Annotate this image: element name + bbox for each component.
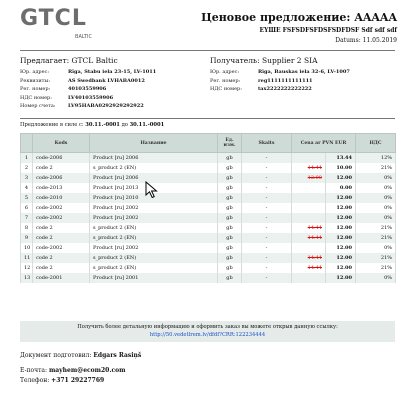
phone-label: Телефон: <box>20 377 50 384</box>
old-price-cell <box>292 253 326 263</box>
buyer-details <box>210 69 350 95</box>
row-index: 7 <box>21 213 33 223</box>
product-name: s_product 2 (EN) <box>90 163 218 173</box>
seller-detail-row <box>20 95 156 104</box>
product-qty: - <box>242 243 292 253</box>
contact-phone <box>20 377 104 384</box>
old-price: 14.44 <box>307 165 322 171</box>
offer-validity-label: Предложение в силе с: <box>20 122 84 128</box>
product-vat: 0% <box>356 213 396 223</box>
seller-heading <box>20 56 205 65</box>
product-unit: gb <box>218 273 242 283</box>
table-row <box>21 273 396 283</box>
product-code: code-2002 <box>33 203 90 213</box>
product-unit: gb <box>218 163 242 173</box>
row-index: 2 <box>21 163 33 173</box>
phone-value: +371 29227769 <box>51 377 105 384</box>
product-price: 12.00 <box>326 233 356 243</box>
product-qty: - <box>242 153 292 164</box>
seller-detail-value: LV40103559906 <box>68 94 114 101</box>
product-name: Product [ru] 2010 <box>90 193 218 203</box>
seller-detail-label: Номер счета: <box>20 103 56 109</box>
product-name: s_product 2 (EN) <box>90 223 218 233</box>
old-price-cell <box>292 213 326 223</box>
product-unit: gb <box>218 193 242 203</box>
old-price-cell <box>292 263 326 273</box>
col-header-name: Название <box>90 134 218 153</box>
col-header-price: Cena ar PVN EUR <box>292 134 356 153</box>
product-qty: - <box>242 273 292 283</box>
products-table <box>20 133 396 283</box>
product-unit: gb <box>218 243 242 253</box>
product-vat: 12% <box>356 153 396 164</box>
seller-detail-row <box>20 86 156 95</box>
old-price-cell <box>292 223 326 233</box>
seller-detail-row <box>20 78 156 87</box>
product-code: code 2 <box>33 263 90 273</box>
product-vat: 0% <box>356 193 396 203</box>
product-price: 12.00 <box>326 263 356 273</box>
table-row <box>21 173 396 183</box>
product-name: Product [ru] 2006 <box>90 153 218 164</box>
row-index: 1 <box>21 153 33 164</box>
date-value: 11.05.2019 <box>362 37 397 44</box>
seller-detail-label: Рег. номер: <box>20 86 51 92</box>
col-header-index <box>21 134 33 153</box>
buyer-heading-label: Получатель: <box>210 56 260 65</box>
row-index: 6 <box>21 203 33 213</box>
product-vat: 0% <box>356 203 396 213</box>
seller-heading-label: Предлагает: <box>20 56 70 65</box>
seller-detail-label: НДС номер: <box>20 94 52 101</box>
buyer-block <box>210 56 395 95</box>
mouse-cursor-icon <box>145 181 159 199</box>
product-code: code 2 <box>33 233 90 243</box>
logo-text: GTCL <box>20 6 87 31</box>
buyer-heading <box>210 56 395 65</box>
product-price: 0.00 <box>326 183 356 193</box>
product-price: 12.00 <box>326 253 356 263</box>
product-price: 12.00 <box>326 243 356 253</box>
product-unit: gb <box>218 223 242 233</box>
offer-valid-from: 30.11.-0001 <box>85 122 120 128</box>
row-index: 8 <box>21 223 33 233</box>
table-row <box>21 253 396 263</box>
product-unit: gb <box>218 233 242 243</box>
product-price: 12.00 <box>326 273 356 283</box>
company-logo <box>20 8 90 50</box>
row-index: 4 <box>21 183 33 193</box>
product-name: Product [ru] 2002 <box>90 243 218 253</box>
product-vat: 21% <box>356 253 396 263</box>
product-unit: gb <box>218 213 242 223</box>
seller-details <box>20 69 156 112</box>
seller-detail-value: AS Swedbank LVHABA0012 <box>68 77 145 84</box>
product-price: 13.44 <box>326 153 356 164</box>
product-qty: - <box>242 263 292 273</box>
document-date <box>335 37 397 44</box>
product-vat: 0% <box>356 273 396 283</box>
buyer-detail-label: Рег. номер: <box>210 77 241 84</box>
seller-block <box>20 56 205 112</box>
product-unit: gb <box>218 263 242 273</box>
product-vat: 21% <box>356 233 396 243</box>
table-row <box>21 213 396 223</box>
buyer-detail-row <box>210 78 350 87</box>
col-header-unit: Ед. изм. <box>218 134 242 153</box>
row-index: 11 <box>21 253 33 263</box>
product-code: code-2010 <box>33 193 90 203</box>
col-header-qty: Skaits <box>242 134 292 153</box>
product-name: s_product 2 (EN) <box>90 253 218 263</box>
seller-detail-row <box>20 103 156 112</box>
prepared-by-name: Edgars Rasiņš <box>93 352 142 359</box>
email-value[interactable]: mayhem@ecom20.com <box>48 367 126 374</box>
product-price: 12.00 <box>326 223 356 233</box>
table-header-row <box>21 134 396 153</box>
product-unit: gb <box>218 183 242 193</box>
row-index: 13 <box>21 273 33 283</box>
prepared-by <box>20 352 141 359</box>
old-price: 14.44 <box>307 255 322 261</box>
product-code: code-2013 <box>33 183 90 193</box>
old-price-cell <box>292 193 326 203</box>
order-link[interactable]: http://50.vedetlrem.lv/dfdf?CRR:122234444 <box>149 332 266 338</box>
product-qty: - <box>242 213 292 223</box>
product-code: code 2 <box>33 223 90 233</box>
product-code: code-2006 <box>33 173 90 183</box>
parties-divider <box>20 118 395 119</box>
old-price: 12.00 <box>307 175 322 181</box>
product-vat: 21% <box>356 223 396 233</box>
table-row <box>21 203 396 213</box>
product-price: 12.00 <box>326 203 356 213</box>
table-row <box>21 233 396 243</box>
buyer-name: Supplier 2 SIA <box>262 56 318 65</box>
old-price: 14.44 <box>307 235 322 241</box>
old-price-cell <box>292 243 326 253</box>
product-qty: - <box>242 253 292 263</box>
notice-text: Получить более детальную информацию и оформить заказ вы можете открыв данную ссылку: <box>77 324 338 330</box>
product-code: code 2 <box>33 253 90 263</box>
product-price: 10.00 <box>326 163 356 173</box>
col-header-vat: НДС <box>356 134 396 153</box>
row-index: 5 <box>21 193 33 203</box>
row-index: 3 <box>21 173 33 183</box>
product-code: code-2002 <box>33 243 90 253</box>
table-row <box>21 183 396 193</box>
product-vat: 0% <box>356 243 396 253</box>
product-name: Product [ru] 2002 <box>90 213 218 223</box>
product-price: 12.00 <box>326 213 356 223</box>
product-name: s_product 2 (EN) <box>90 233 218 243</box>
offer-validity <box>20 122 164 128</box>
table-row <box>21 193 396 203</box>
table-row <box>21 263 396 273</box>
product-unit: gb <box>218 253 242 263</box>
product-unit: gb <box>218 203 242 213</box>
product-name: Product [ru] 2002 <box>90 203 218 213</box>
buyer-detail-value: Rīga, Bauskas iela 32-6, LV-1007 <box>258 69 350 75</box>
row-index: 10 <box>21 243 33 253</box>
old-price-cell <box>292 273 326 283</box>
seller-detail-label: Реквизиты: <box>20 77 51 84</box>
old-price-cell <box>292 203 326 213</box>
product-name: s_product 2 (EN) <box>90 263 218 273</box>
old-price-cell <box>292 233 326 243</box>
document-subtitle: EYШE FSFSDFSFDSFSDFDSF Sdf sdf sdf <box>259 27 397 34</box>
buyer-detail-row <box>210 86 350 95</box>
buyer-detail-label: Юр. адрес: <box>210 69 240 75</box>
product-qty: - <box>242 203 292 213</box>
seller-detail-row <box>20 69 156 78</box>
row-index: 9 <box>21 233 33 243</box>
col-header-code: Kods <box>33 134 90 153</box>
logo-subtext: BALTIC <box>75 34 92 40</box>
product-vat: 0% <box>356 173 396 183</box>
table-row <box>21 153 396 164</box>
product-qty: - <box>242 193 292 203</box>
table-row <box>21 223 396 233</box>
buyer-detail-label: НДС номер: <box>210 86 242 92</box>
date-label: Datums: <box>335 37 361 44</box>
product-code: code 2 <box>33 163 90 173</box>
old-price-cell <box>292 163 326 173</box>
product-code: code-2001 <box>33 273 90 283</box>
header-divider <box>20 50 395 51</box>
seller-detail-value: 40103559906 <box>68 86 107 92</box>
contact-email <box>20 367 125 374</box>
product-qty: - <box>242 223 292 233</box>
seller-detail-value: Rīga, Stabu iela 23-15, LV-1011 <box>68 69 157 75</box>
table-row <box>21 163 396 173</box>
product-price: 12.00 <box>326 173 356 183</box>
old-price: 14.44 <box>307 225 322 231</box>
email-label: E-почта: <box>20 367 48 374</box>
buyer-detail-value: tax2222222222222 <box>258 86 312 92</box>
product-unit: gb <box>218 173 242 183</box>
product-qty: - <box>242 183 292 193</box>
document-title: Ценовое предложение: AAAAA <box>201 11 397 24</box>
offer-validity-sep: до <box>121 122 128 128</box>
prepared-by-label: Документ подготовил: <box>20 352 92 359</box>
product-vat: 21% <box>356 163 396 173</box>
old-price-cell <box>292 183 326 193</box>
product-qty: - <box>242 233 292 243</box>
product-code: code-2006 <box>33 153 90 164</box>
old-price-cell <box>292 173 326 183</box>
product-unit: gb <box>218 153 242 164</box>
product-name: Product [ru] 2013 <box>90 183 218 193</box>
product-price: 12.00 <box>326 193 356 203</box>
product-name: Product [ru] 2001 <box>90 273 218 283</box>
product-vat: 0% <box>356 183 396 193</box>
product-code: code-2002 <box>33 213 90 223</box>
old-price-cell <box>292 153 326 164</box>
buyer-detail-row <box>210 69 350 78</box>
seller-detail-label: Юр. адрес: <box>20 69 50 75</box>
old-price: 14.44 <box>307 265 322 271</box>
seller-detail-value: LV95HABA0292929292922 <box>68 103 144 109</box>
table-row <box>21 243 396 253</box>
product-vat: 21% <box>356 263 396 273</box>
row-index: 12 <box>21 263 33 273</box>
product-qty: - <box>242 163 292 173</box>
product-qty: - <box>242 173 292 183</box>
offer-valid-to: 30.11.-0001 <box>129 122 165 128</box>
order-notice <box>20 321 395 342</box>
buyer-detail-value: reg1111111111111 <box>258 77 313 84</box>
seller-name: GTCL Baltic <box>71 56 118 65</box>
product-name: Product [ru] 2006 <box>90 173 218 183</box>
